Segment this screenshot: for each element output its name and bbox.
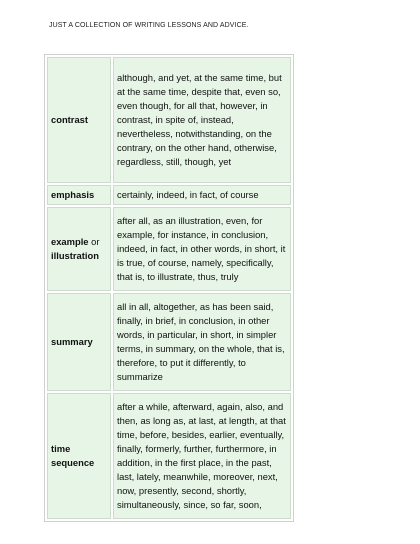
table-row [47, 57, 291, 183]
transition-words: after a while, afterward, again, also, and then, as long as, at last, at length, at that time, before, besides, earlier, eventually, finally, formerly, further, furthermore, in addition, in the first place, in the past, last, lately, meanwhile, moreover, next, now, presently, second, shortly, simultaneously, since, so far, soon, [113, 393, 291, 519]
transition-words: although, and yet, at the same time, but at the same time, despite that, even so, even though, for all that, however, in contrast, in spite of, instead, nevertheless, notwithstanding, on the contrary, on the other hand, otherwise, regardless, still, though, yet [113, 57, 291, 183]
table-row [47, 185, 291, 205]
category-label: example or illustration [47, 207, 111, 291]
transition-words: all in all, altogether, as has been said, finally, in brief, in conclusion, in other words, in particular, in short, in simpler terms, in summary, on the whole, that is, therefore, to put it differently, to summarize [113, 293, 291, 391]
category-label: time sequence [47, 393, 111, 519]
table-row [47, 207, 291, 291]
page-header: JUST A COLLECTION OF WRITING LESSONS AND ADVICE. [49, 22, 249, 29]
transition-words: after all, as an illustration, even, for example, for instance, in conclusion, indeed, in fact, in other words, in short, it is true, of course, namely, specifically, that is, to illustrate, thus, truly [113, 207, 291, 291]
category-label: summary [47, 293, 111, 391]
transition-words-table [44, 54, 294, 522]
table-row [47, 293, 291, 391]
category-label: emphasis [47, 185, 111, 205]
transition-words: certainly, indeed, in fact, of course [113, 185, 291, 205]
table-row [47, 393, 291, 519]
category-label: contrast [47, 57, 111, 183]
